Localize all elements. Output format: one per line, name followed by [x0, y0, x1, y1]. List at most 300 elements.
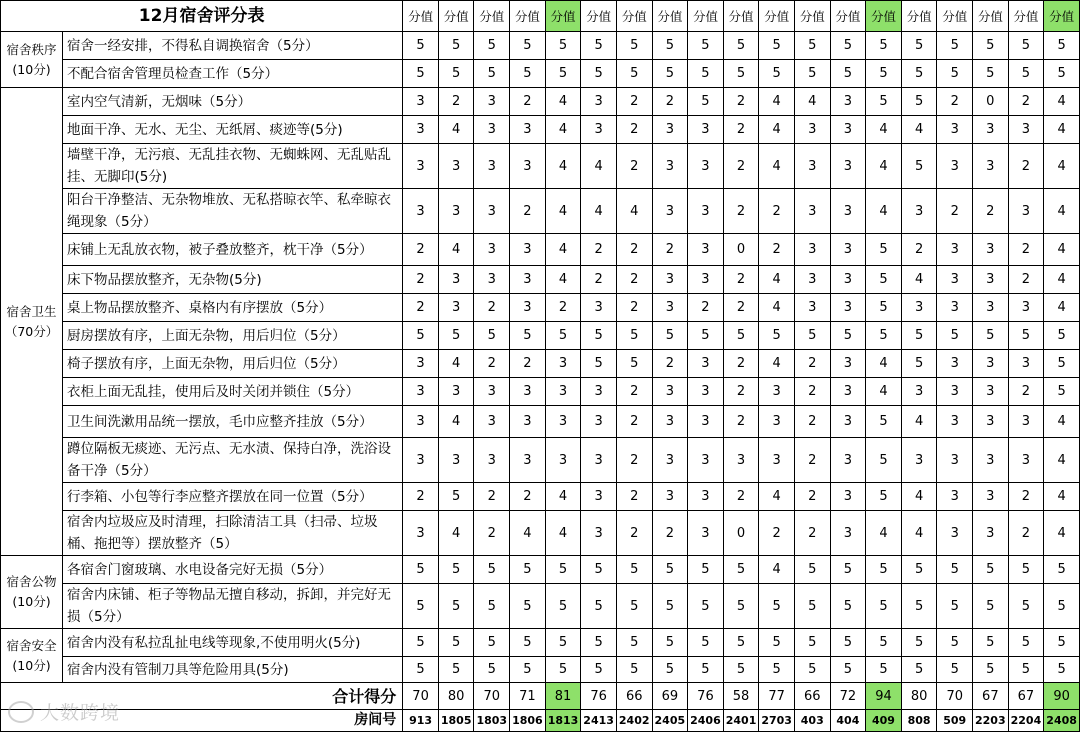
score-cell: 4: [759, 483, 795, 511]
score-cell: 5: [723, 32, 759, 60]
score-column-header: 分值: [616, 1, 652, 32]
score-cell: 2: [723, 116, 759, 144]
score-cell: 3: [901, 189, 937, 234]
score-cell: 3: [794, 116, 830, 144]
criterion-label: 桌上物品摆放整齐、桌格内有序摆放（5分）: [63, 294, 403, 322]
score-column-header: 分值: [830, 1, 866, 32]
score-cell: 2: [616, 511, 652, 556]
total-score-cell: 81: [545, 683, 581, 710]
score-cell: 4: [438, 406, 474, 438]
room-number-cell: 403: [794, 710, 830, 732]
score-cell: 3: [652, 189, 688, 234]
score-cell: 3: [830, 144, 866, 189]
score-column-header: 分值: [688, 1, 724, 32]
score-cell: 5: [1008, 584, 1044, 629]
score-cell: 3: [688, 483, 724, 511]
table-row: [1, 322, 1080, 350]
score-cell: 5: [866, 322, 902, 350]
total-score-cell: 80: [901, 683, 937, 710]
score-cell: 4: [759, 294, 795, 322]
score-column-header: 分值: [794, 1, 830, 32]
score-cell: 2: [616, 294, 652, 322]
table-row: [1, 378, 1080, 406]
score-cell: 5: [1008, 32, 1044, 60]
score-cell: 3: [973, 483, 1009, 511]
score-cell: 5: [438, 483, 474, 511]
score-cell: 5: [474, 556, 510, 584]
score-cell: 5: [1008, 60, 1044, 88]
score-cell: 3: [973, 266, 1009, 294]
score-cell: 5: [581, 556, 617, 584]
score-cell: 2: [510, 483, 546, 511]
score-cell: 3: [581, 116, 617, 144]
score-cell: 4: [759, 266, 795, 294]
score-cell: 3: [759, 438, 795, 483]
total-score-cell: 90: [1044, 683, 1080, 710]
score-column-header: 分值: [973, 1, 1009, 32]
score-cell: 5: [1008, 322, 1044, 350]
score-cell: 3: [794, 144, 830, 189]
table-row: [1, 438, 1080, 483]
criterion-label: 床铺上无乱放衣物，被子叠放整齐，枕干净（5分）: [63, 234, 403, 266]
score-cell: 5: [830, 60, 866, 88]
score-cell: 5: [723, 322, 759, 350]
score-cell: 3: [937, 438, 973, 483]
score-cell: 2: [723, 189, 759, 234]
score-cell: 5: [723, 657, 759, 683]
score-cell: 5: [973, 657, 1009, 683]
criterion-label: 室内空气清新，无烟味（5分）: [63, 88, 403, 116]
score-cell: 5: [616, 629, 652, 657]
score-cell: 3: [830, 294, 866, 322]
score-cell: 5: [1008, 556, 1044, 584]
score-column-header: 分值: [581, 1, 617, 32]
score-cell: 4: [1044, 483, 1080, 511]
score-cell: 5: [973, 322, 1009, 350]
score-column-header: 分值: [723, 1, 759, 32]
score-cell: 2: [723, 483, 759, 511]
score-cell: 2: [616, 88, 652, 116]
score-cell: 5: [688, 88, 724, 116]
score-cell: 3: [474, 189, 510, 234]
score-cell: 5: [438, 60, 474, 88]
criterion-label: 宿舍内垃圾应及时清理，扫除清洁工具（扫帚、垃圾桶、拖把等）摆放整齐（5）: [63, 511, 403, 556]
score-cell: 5: [652, 584, 688, 629]
score-cell: 3: [581, 438, 617, 483]
score-cell: 4: [866, 350, 902, 378]
score-cell: 5: [403, 32, 439, 60]
score-cell: 2: [1008, 234, 1044, 266]
score-cell: 5: [581, 584, 617, 629]
score-cell: 5: [616, 556, 652, 584]
score-cell: 5: [830, 657, 866, 683]
score-cell: 5: [866, 629, 902, 657]
criterion-label: 不配合宿舍管理员检查工作（5分）: [63, 60, 403, 88]
score-cell: 4: [545, 116, 581, 144]
score-cell: 2: [937, 88, 973, 116]
score-cell: 3: [652, 378, 688, 406]
score-cell: 5: [510, 629, 546, 657]
score-cell: 3: [830, 406, 866, 438]
score-cell: 5: [830, 629, 866, 657]
total-score-cell: 70: [474, 683, 510, 710]
score-cell: 5: [510, 322, 546, 350]
score-cell: 2: [723, 350, 759, 378]
score-cell: 3: [510, 234, 546, 266]
score-cell: 5: [581, 657, 617, 683]
score-cell: 5: [652, 322, 688, 350]
score-cell: 5: [581, 629, 617, 657]
score-cell: 5: [652, 629, 688, 657]
score-cell: 5: [403, 322, 439, 350]
score-cell: 3: [973, 378, 1009, 406]
score-cell: 3: [474, 378, 510, 406]
score-cell: 3: [830, 88, 866, 116]
score-cell: 5: [688, 584, 724, 629]
score-cell: 3: [652, 144, 688, 189]
room-number-cell: 2204: [1008, 710, 1044, 732]
score-cell: 4: [866, 116, 902, 144]
score-cell: 3: [794, 266, 830, 294]
score-cell: 3: [438, 266, 474, 294]
score-cell: 5: [652, 60, 688, 88]
score-cell: 5: [830, 32, 866, 60]
score-cell: 5: [616, 350, 652, 378]
score-cell: 5: [652, 657, 688, 683]
score-cell: 3: [973, 350, 1009, 378]
score-cell: 4: [866, 144, 902, 189]
score-cell: 2: [794, 438, 830, 483]
score-cell: 2: [403, 266, 439, 294]
score-cell: 5: [581, 350, 617, 378]
score-cell: 5: [510, 657, 546, 683]
total-score-cell: 70: [403, 683, 439, 710]
score-cell: 5: [794, 60, 830, 88]
score-cell: 3: [403, 116, 439, 144]
score-cell: 3: [438, 378, 474, 406]
room-number-cell: 2406: [688, 710, 724, 732]
score-cell: 3: [510, 438, 546, 483]
score-cell: 5: [759, 629, 795, 657]
score-cell: 3: [688, 144, 724, 189]
total-score-cell: 66: [616, 683, 652, 710]
category-points: (10分): [12, 594, 51, 609]
score-cell: 3: [830, 350, 866, 378]
score-cell: 5: [901, 60, 937, 88]
score-cell: 5: [581, 32, 617, 60]
score-cell: 2: [1008, 144, 1044, 189]
table-row: [1, 88, 1080, 116]
score-cell: 2: [616, 438, 652, 483]
category-points: (10分): [12, 61, 51, 77]
criterion-label: 阳台干净整洁、无杂物堆放、无私搭晾衣竿、私牵晾衣绳现象（5分）: [63, 189, 403, 234]
criterion-label: 宿舍一经安排，不得私自调换宿舍（5分）: [63, 32, 403, 60]
score-cell: 5: [1044, 322, 1080, 350]
score-cell: 3: [901, 438, 937, 483]
score-cell: 3: [474, 234, 510, 266]
score-cell: 2: [794, 350, 830, 378]
score-cell: 3: [1008, 189, 1044, 234]
total-score-cell: 76: [581, 683, 617, 710]
score-cell: 3: [581, 88, 617, 116]
score-cell: 5: [1044, 378, 1080, 406]
score-cell: 3: [652, 294, 688, 322]
score-cell: 4: [438, 116, 474, 144]
score-cell: 3: [830, 378, 866, 406]
score-cell: 4: [1044, 406, 1080, 438]
score-cell: 2: [901, 234, 937, 266]
score-cell: 3: [581, 406, 617, 438]
score-cell: 3: [1008, 406, 1044, 438]
category-name: 宿舍卫生: [6, 303, 57, 319]
score-cell: 4: [901, 266, 937, 294]
score-cell: 5: [438, 584, 474, 629]
score-cell: 3: [901, 294, 937, 322]
score-cell: 2: [723, 294, 759, 322]
score-column-header: 分值: [937, 1, 973, 32]
score-cell: 5: [723, 556, 759, 584]
score-cell: 2: [438, 88, 474, 116]
score-cell: 2: [616, 483, 652, 511]
score-cell: 3: [688, 116, 724, 144]
score-cell: 2: [474, 511, 510, 556]
criterion-label: 宿舍内没有管制刀具等危险用具(5分): [63, 657, 403, 683]
score-cell: 5: [403, 584, 439, 629]
score-cell: 3: [830, 234, 866, 266]
score-cell: 3: [973, 144, 1009, 189]
score-cell: 3: [438, 438, 474, 483]
score-cell: 5: [723, 584, 759, 629]
score-cell: 3: [1008, 438, 1044, 483]
score-cell: 5: [794, 32, 830, 60]
score-cell: 5: [901, 32, 937, 60]
score-cell: 5: [901, 322, 937, 350]
score-cell: 5: [1044, 32, 1080, 60]
score-cell: 5: [794, 322, 830, 350]
score-cell: 3: [937, 116, 973, 144]
room-number-cell: 913: [403, 710, 439, 732]
score-cell: 5: [616, 322, 652, 350]
score-cell: 3: [973, 511, 1009, 556]
room-number-cell: 1805: [438, 710, 474, 732]
score-cell: 5: [688, 556, 724, 584]
score-cell: 3: [545, 350, 581, 378]
score-cell: 5: [616, 584, 652, 629]
criterion-label: 卫生间洗漱用品统一摆放，毛巾应整齐挂放（5分）: [63, 406, 403, 438]
score-cell: 5: [866, 266, 902, 294]
score-cell: 4: [1044, 116, 1080, 144]
score-cell: 3: [545, 406, 581, 438]
total-label: 合计得分: [1, 683, 403, 710]
score-cell: 5: [901, 657, 937, 683]
score-cell: 5: [830, 584, 866, 629]
score-cell: 5: [652, 32, 688, 60]
score-cell: 2: [1008, 378, 1044, 406]
criterion-label: 行李箱、小包等行李应整齐摆放在同一位置（5分）: [63, 483, 403, 511]
score-cell: 2: [581, 266, 617, 294]
score-cell: 3: [688, 378, 724, 406]
score-cell: 4: [794, 88, 830, 116]
score-cell: 2: [688, 294, 724, 322]
total-score-cell: 80: [438, 683, 474, 710]
score-cell: 5: [937, 322, 973, 350]
score-cell: 3: [937, 144, 973, 189]
score-cell: 3: [794, 294, 830, 322]
score-cell: 3: [937, 234, 973, 266]
category-points: （70分）: [4, 323, 59, 339]
score-cell: 2: [794, 483, 830, 511]
score-cell: 3: [973, 234, 1009, 266]
score-cell: 4: [901, 406, 937, 438]
score-cell: 5: [866, 32, 902, 60]
score-cell: 3: [830, 189, 866, 234]
table-row: [1, 116, 1080, 144]
score-cell: 4: [545, 266, 581, 294]
score-cell: 2: [616, 266, 652, 294]
score-cell: 4: [545, 88, 581, 116]
score-cell: 3: [688, 234, 724, 266]
score-cell: 5: [688, 60, 724, 88]
score-cell: 3: [973, 438, 1009, 483]
watermark-logo-icon: [8, 701, 34, 723]
score-cell: 3: [937, 294, 973, 322]
score-cell: 5: [866, 584, 902, 629]
score-cell: 3: [688, 266, 724, 294]
score-cell: 3: [403, 511, 439, 556]
score-cell: 5: [474, 629, 510, 657]
table-row: [1, 629, 1080, 657]
score-cell: 5: [688, 32, 724, 60]
score-cell: 4: [866, 378, 902, 406]
room-number-cell: 1806: [510, 710, 546, 732]
total-score-cell: 76: [688, 683, 724, 710]
score-cell: 3: [973, 406, 1009, 438]
score-cell: 5: [937, 584, 973, 629]
score-cell: 3: [403, 189, 439, 234]
score-cell: 5: [1044, 556, 1080, 584]
score-cell: 3: [830, 116, 866, 144]
score-cell: 2: [1008, 483, 1044, 511]
score-column-header: 分值: [474, 1, 510, 32]
total-score-cell: 72: [830, 683, 866, 710]
room-number-cell: 2408: [1044, 710, 1080, 732]
score-cell: 3: [1008, 294, 1044, 322]
total-score-cell: 69: [652, 683, 688, 710]
score-cell: 3: [474, 116, 510, 144]
score-cell: 3: [937, 511, 973, 556]
category-cell: [1, 32, 63, 88]
room-number-cell: 404: [830, 710, 866, 732]
score-cell: 2: [794, 378, 830, 406]
room-number-cell: 808: [901, 710, 937, 732]
score-cell: 5: [616, 657, 652, 683]
criterion-label: 衣柜上面无乱挂，使用后及时关闭并锁住（5分）: [63, 378, 403, 406]
score-cell: 3: [403, 438, 439, 483]
criterion-label: 蹲位隔板无痰迹、无污点、无水渍、保持白净，洗浴设备干净（5分）: [63, 438, 403, 483]
score-cell: 3: [937, 350, 973, 378]
table-row: [1, 32, 1080, 60]
score-cell: 2: [616, 234, 652, 266]
room-number-cell: 1803: [474, 710, 510, 732]
score-cell: 4: [545, 144, 581, 189]
score-cell: 5: [866, 438, 902, 483]
score-cell: 3: [688, 350, 724, 378]
score-cell: 2: [616, 378, 652, 406]
score-cell: 2: [794, 406, 830, 438]
category-name: 宿舍公物: [6, 574, 57, 589]
score-column-header: 分值: [652, 1, 688, 32]
score-cell: 4: [438, 350, 474, 378]
score-cell: 5: [830, 322, 866, 350]
score-cell: 0: [723, 234, 759, 266]
score-cell: 2: [474, 294, 510, 322]
score-cell: 5: [759, 322, 795, 350]
table-row: [1, 584, 1080, 629]
criterion-label: 床下物品摆放整齐，无杂物(5分): [63, 266, 403, 294]
score-cell: 3: [474, 438, 510, 483]
score-cell: 3: [1008, 116, 1044, 144]
score-cell: 4: [1044, 266, 1080, 294]
table-row: [1, 234, 1080, 266]
score-cell: 5: [545, 32, 581, 60]
score-cell: 3: [937, 406, 973, 438]
score-cell: 5: [1008, 657, 1044, 683]
room-number-cell: 509: [937, 710, 973, 732]
table-row: [1, 657, 1080, 683]
score-cell: 3: [474, 88, 510, 116]
score-cell: 5: [901, 584, 937, 629]
total-score-cell: 66: [794, 683, 830, 710]
score-cell: 3: [510, 406, 546, 438]
score-cell: 4: [581, 189, 617, 234]
score-cell: 2: [616, 144, 652, 189]
score-cell: 3: [688, 438, 724, 483]
score-cell: 5: [1044, 60, 1080, 88]
table-row: [1, 294, 1080, 322]
score-cell: 3: [581, 378, 617, 406]
score-cell: 3: [652, 116, 688, 144]
score-cell: 3: [688, 511, 724, 556]
score-cell: 2: [545, 294, 581, 322]
score-cell: 3: [438, 189, 474, 234]
total-score-cell: 94: [866, 683, 902, 710]
score-cell: 5: [474, 584, 510, 629]
room-number-cell: 2203: [973, 710, 1009, 732]
score-cell: 5: [616, 32, 652, 60]
criterion-label: 椅子摆放有序，上面无杂物，用后归位（5分）: [63, 350, 403, 378]
room-row: [1, 710, 1080, 732]
score-cell: 2: [973, 189, 1009, 234]
score-cell: 5: [973, 629, 1009, 657]
score-cell: 5: [403, 629, 439, 657]
room-number-cell: 2401: [723, 710, 759, 732]
score-cell: 5: [545, 584, 581, 629]
score-cell: 3: [510, 144, 546, 189]
score-cell: 5: [866, 556, 902, 584]
score-cell: 4: [759, 556, 795, 584]
category-cell: [1, 556, 63, 629]
score-column-header: 分值: [438, 1, 474, 32]
score-cell: 3: [403, 144, 439, 189]
room-number-cell: 1813: [545, 710, 581, 732]
score-cell: 2: [723, 406, 759, 438]
header-row: [1, 1, 1080, 32]
category-points: (10分): [12, 657, 51, 673]
score-cell: 4: [616, 189, 652, 234]
score-cell: 3: [1008, 350, 1044, 378]
table-row: [1, 350, 1080, 378]
score-cell: 5: [937, 60, 973, 88]
